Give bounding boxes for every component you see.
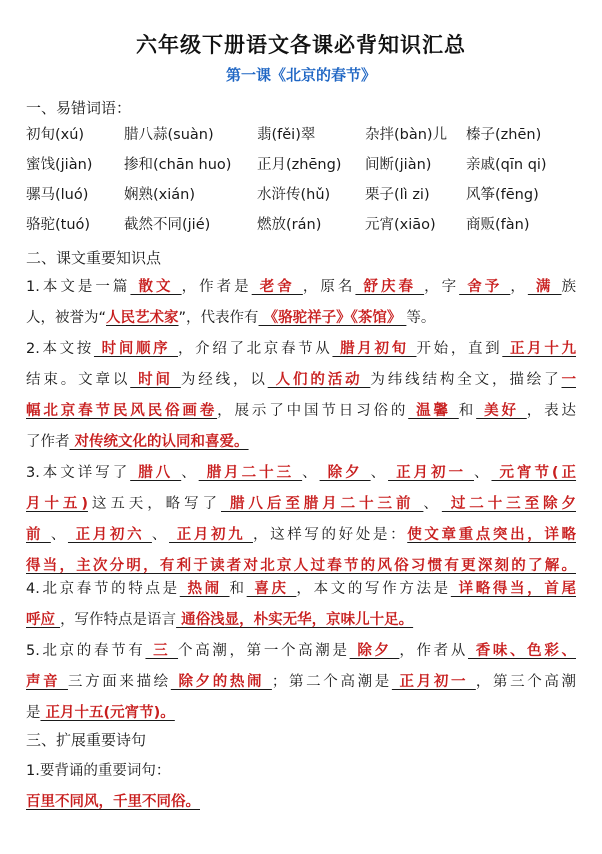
answer-text: 正月初九 [169,527,253,543]
answer-text: 元宵节(正 [491,465,577,481]
answer-text: 《骆驼祥子》《茶馆》 [258,310,407,326]
body-text: ”，代表作有 [178,310,259,326]
answer-text: 散文 [130,279,182,295]
vocab-word: 截然不同(jié) [124,217,211,233]
text-line [26,427,576,458]
text-line [26,365,576,396]
body-text: ，写作特点是语言 [60,612,177,628]
body-text: 为纬线结构全文，描绘了 [370,372,562,388]
vocab-row [0,123,602,147]
vocab-row [0,213,602,237]
answer-text: 除夕 [319,465,371,481]
body-text: 、 [181,465,199,481]
body-text: 和 [229,581,247,597]
vocab-word: 骡马(luó) [26,187,89,203]
body-text: ，介绍了北京春节从 [178,341,333,357]
knowledge-point-2 [26,334,576,458]
body-text: 、 [302,465,320,481]
body-text: ， [510,279,528,295]
knowledge-point-3 [26,458,576,582]
body-text: ，这样写的好处是： [252,527,408,543]
body-text: 三方面来描绘 [67,674,171,690]
body-text: ，本文的写作方法是 [296,581,451,597]
answer-text: 喜庆 [246,581,297,597]
vocab-word: 风筝(fēng) [466,187,539,203]
text-line [26,520,576,551]
body-text: 、 [474,465,492,481]
section-1-heading: 一、易错词语： [26,99,132,117]
answer-text: 月十五) [26,496,88,512]
body-text: ，第三个高潮 [475,674,577,690]
vocab-word: 蜜饯(jiàn) [26,157,93,173]
answer-text: 使文章重点突出，详略 [407,527,576,543]
body-text: ，表达 [526,403,576,419]
vocab-row [0,153,602,177]
body-text: 了作者 [26,434,70,450]
knowledge-point-4 [26,574,576,636]
body-text: 、 [151,527,170,543]
page-title: 六年级下册语文各课必背知识汇总 [136,33,466,57]
vocab-word: 骆驼(tuó) [26,217,91,233]
answer-text: 人们的活动 [267,372,371,388]
text-line [26,698,576,729]
body-text: 2.本文按 [26,341,94,357]
answer-text: 一 [561,372,576,388]
answer-text: 热闹 [179,581,230,597]
vocab-word: 娴熟(xián) [124,187,195,203]
text-line [26,605,576,636]
text-line [26,303,576,334]
body-text: ，作者从 [399,643,468,659]
answer-text: 过二十三至除夕 [441,496,576,512]
answer-text: 满 [527,279,562,295]
answer-text: 得当，主次分明，有利于读者对北京人过春节的风俗习惯有更深刻的了解。 [26,558,576,574]
body-text: 个高潮，第一个高潮是 [178,643,350,659]
text-line [26,272,576,303]
vocab-word: 栗子(lì zi) [365,187,430,203]
text-line [26,396,576,427]
vocab-word: 元宵(xiāo) [365,217,436,233]
answer-text: 通俗浅显，朴实无华，京味儿十足。 [176,612,414,628]
section-2-heading: 二、课文重要知识点 [26,249,162,267]
answer-text: 老舍 [251,279,303,295]
answer-text: 香味、色彩、 [468,643,576,659]
vocab-word: 正月(zhēng) [257,157,342,173]
vocab-word: 燃放(rán) [257,217,322,233]
body-text: 这五天，略写了 [87,496,221,512]
vocab-word: 腊八蒜(suàn) [124,127,214,143]
vocab-word: 商贩(fàn) [466,217,530,233]
answer-text: 正月初一 [391,674,476,690]
body-text: ，作者是 [181,279,252,295]
section-3-heading: 三、扩展重要诗句 [26,731,147,749]
body-text: 结束。文章以 [26,372,131,388]
body-text: 5.北京的春节有 [26,643,146,659]
text-line [26,334,576,365]
answer-text: 正月初六 [67,527,152,543]
vocab-word: 水浒传(hǔ) [257,187,331,203]
vocab-word: 初旬(xú) [26,127,85,143]
text-line [26,636,576,667]
vocab-word: 榛子(zhēn) [466,127,542,143]
answer-text: 正月十九 [502,341,576,357]
body-text: 和 [458,403,477,419]
answer-text: 对传统文化的认同和喜爱。 [69,434,249,450]
answer-text: 详略得当，首尾 [450,581,576,597]
body-text: ；第二个高潮是 [271,674,392,690]
poem-line [26,787,576,818]
poem-text: 百里不同风，千里不同俗。 [26,794,200,810]
answer-text: 腊八 [130,465,182,481]
answer-text: 声音 [26,674,68,690]
answer-text: 除夕的热闹 [170,674,272,690]
answer-text: 呼应 [26,612,61,628]
answer-text: 人民艺术家 [106,310,179,326]
body-text: ，原名 [302,279,356,295]
answer-text: 除夕 [349,643,400,659]
text-line [26,458,576,489]
body-text: 开始，直到 [416,341,503,357]
answer-text: 正月十五(元宵节)。 [40,705,175,721]
answer-text: 幅北京春节民风民俗画卷 [26,403,218,419]
vocab-word: 间断(jiàn) [365,157,432,173]
text-line [26,489,576,520]
knowledge-point-5 [26,636,576,729]
vocab-word: 亲戚(qīn qi) [466,157,547,173]
body-text: 等。 [406,310,436,326]
body-text: 、 [423,496,442,512]
body-text: 族 [561,279,577,295]
body-text: 1.本文是一篇 [26,279,131,295]
answer-text: 时间 [130,372,181,388]
lesson-subtitle: 第一课《北京的春节》 [225,66,376,84]
vocab-word: 杂拌(bàn)儿 [365,127,448,143]
knowledge-point-1 [26,272,576,334]
vocab-word: 掺和(chān huo) [124,157,232,173]
vocab-row [0,183,602,207]
body-text: ，展示了中国节日习俗的 [217,403,409,419]
answer-text: 美好 [476,403,527,419]
body-text: ，字 [424,279,460,295]
answer-text: 时间顺序 [93,341,179,357]
answer-text: 腊月初旬 [332,341,417,357]
body-text: 3.本文详写了 [26,465,131,481]
answer-text: 舒庆春 [355,279,425,295]
body-text: 4.北京春节的特点是 [26,581,180,597]
answer-text: 三 [145,643,179,659]
poem-item-label: 1.要背诵的重要词句： [26,763,171,779]
answer-text: 前 [26,527,51,543]
body-text: 人，被誉为“ [26,310,107,326]
body-text: 为经线，以 [180,372,268,388]
body-text: 、 [370,465,389,481]
answer-text: 腊月二十三 [198,465,303,481]
body-text: 是 [26,705,41,721]
answer-text: 舍予 [459,279,511,295]
answer-text: 正月初一 [388,465,474,481]
text-line [26,667,576,698]
text-line [26,574,576,605]
answer-text: 腊八后至腊月二十三前 [221,496,424,512]
body-text: 、 [50,527,68,543]
vocab-word: 翡(fěi)翠 [257,127,316,143]
answer-text: 温馨 [408,403,459,419]
